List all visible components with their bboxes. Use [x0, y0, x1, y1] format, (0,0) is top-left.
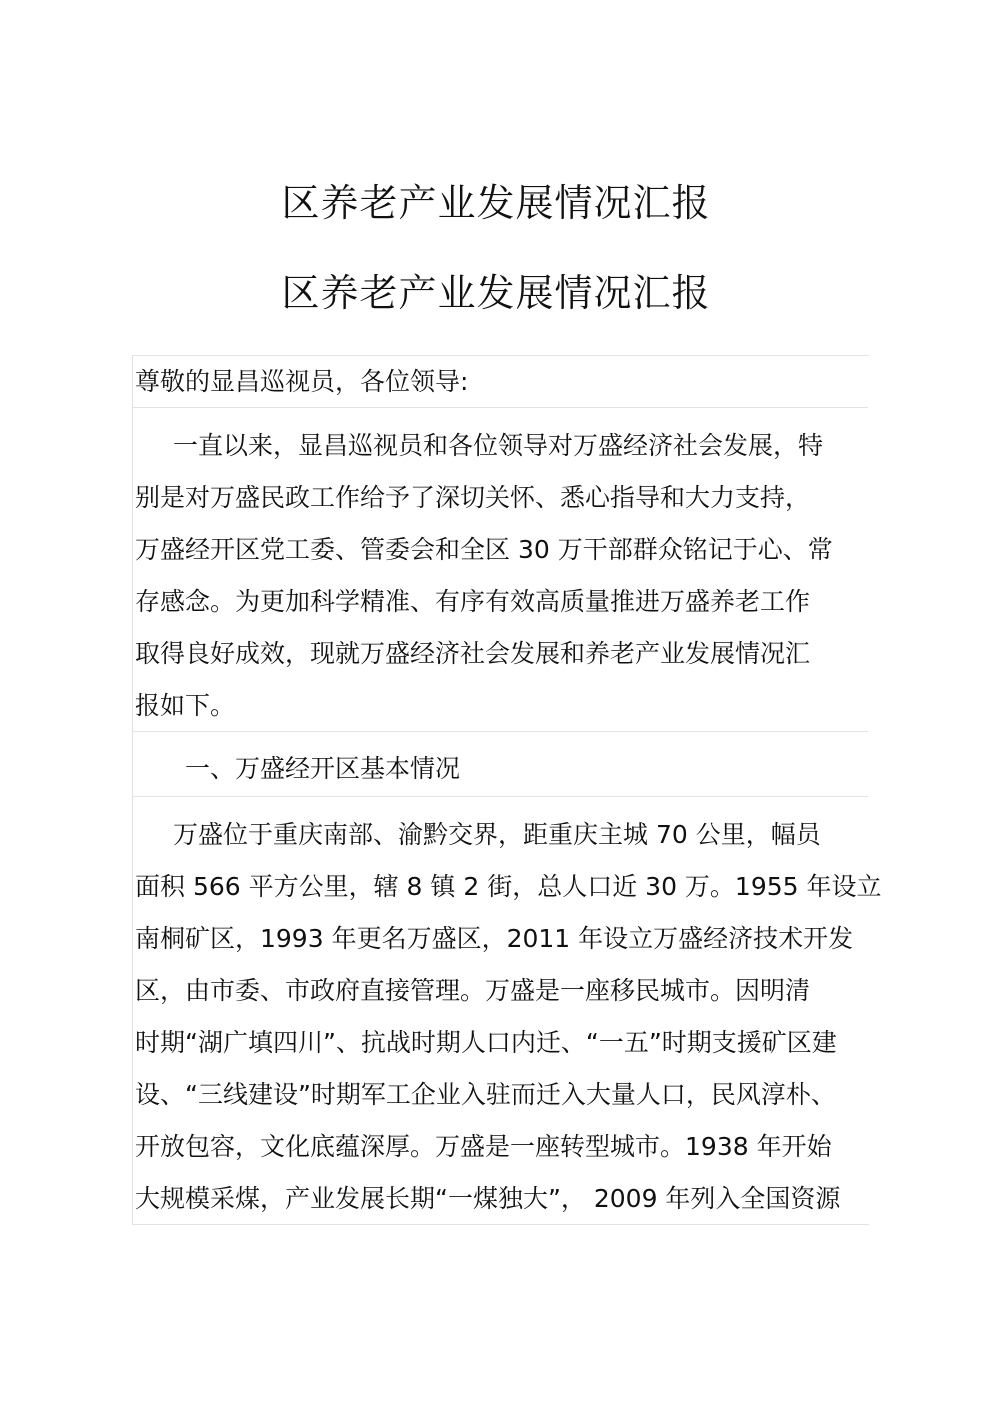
document-title-repeat: 区养老产业发展情况汇报	[281, 271, 711, 315]
paragraph-line: 南桐矿区，1993 年更名万盛区，2011 年设立万盛经济技术开发	[135, 924, 854, 953]
paragraph-line: 存感念。为更加科学精准、有序有效高质量推进万盛养老工作	[135, 587, 811, 616]
paragraph-line: 报如下。	[135, 691, 236, 720]
paragraph-line: 设、“三线建设”时期军工企业入驻而迁入大量人口，民风淳朴、	[135, 1080, 836, 1109]
paragraph-line: 时期“湖广填四川”、抗战时期人口内迁、“一五”时期支援矿区建	[135, 1028, 837, 1057]
paragraph-intro	[135, 420, 875, 732]
divider	[132, 796, 868, 797]
paragraph-line: 取得良好成效，现就万盛经济社会发展和养老产业发展情况汇	[135, 639, 811, 668]
paragraph-line: 一直以来，显昌巡视员和各位领导对万盛经济社会发展，特	[173, 431, 824, 460]
salutation: 尊敬的显昌巡视员，各位领导:	[135, 367, 469, 396]
paragraph-line: 面积 566 平方公里，辖 8 镇 2 街，总人口近 30 万。1955 年设立	[135, 872, 882, 901]
section-heading: 一、万盛经开区基本情况	[185, 754, 461, 783]
paragraph-line: 万盛经开区党工委、管委会和全区 30 万干部群众铭记于心、常	[135, 535, 833, 564]
paragraph-basic-info	[135, 809, 882, 1225]
paragraph-line: 开放包容，文化底蕴深厚。万盛是一座转型城市。1938 年开始	[135, 1132, 832, 1161]
paragraph-line: 大规模采煤，产业发展长期“一煤独大”， 2009 年列入全国资源	[135, 1184, 841, 1213]
paragraph-line: 区，由市委、市政府直接管理。万盛是一座移民城市。因明清	[135, 976, 811, 1005]
paragraph-line: 万盛位于重庆南部、渝黔交界，距重庆主城 70 公里，幅员	[173, 820, 821, 849]
paragraph-line: 别是对万盛民政工作给予了深切关怀、悉心指导和大力支持，	[135, 483, 811, 512]
document-title: 区养老产业发展情况汇报	[281, 181, 711, 225]
